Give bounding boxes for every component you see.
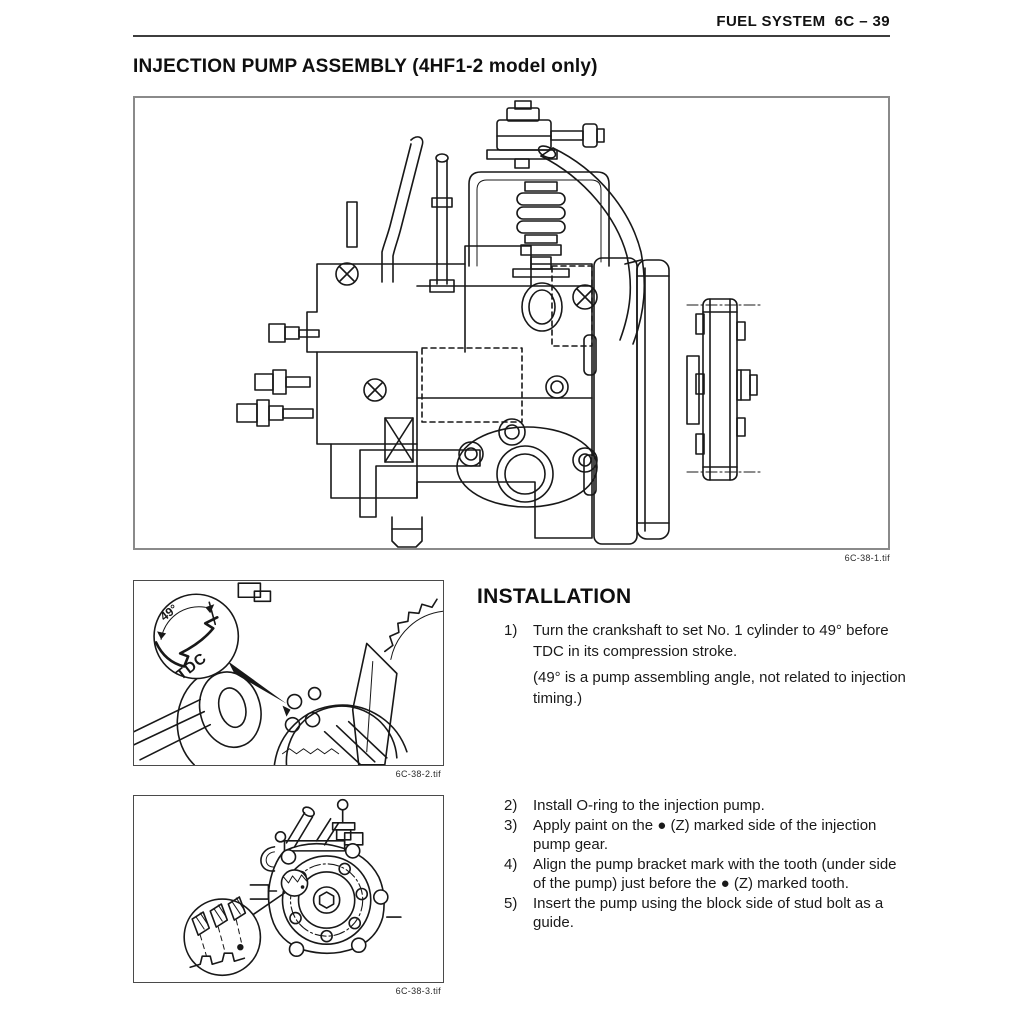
installation-step-1 (477, 620, 913, 709)
header-rule (133, 35, 890, 37)
installation-step (504, 855, 913, 894)
figure-crankshaft-timing-mark (133, 580, 444, 766)
pump-rear-flange (269, 844, 401, 957)
ports (499, 283, 568, 445)
step-text: Install O-ring to the injection pump. (533, 797, 765, 814)
gear-mark-window (281, 870, 307, 896)
pump-gear-drawing (134, 796, 443, 982)
figure-injection-pump-assembly (133, 96, 890, 550)
fuel-return-pipe (537, 144, 645, 344)
step-note: (49° is a pump assembling angle, not related to injection timing.) (533, 669, 906, 707)
running-header: FUEL SYSTEM 6C – 39 (716, 13, 890, 30)
step-text: Align the pump bracket mark with the tooth (under side of the pump) just before the ● (Z) marked tooth. (533, 855, 897, 892)
installation-steps-2-5 (477, 796, 913, 933)
gear-tooth-callout (184, 897, 260, 975)
crankshaft-49deg-drawing (134, 581, 443, 765)
step-number: 1) (504, 622, 518, 639)
installation-heading: INSTALLATION (477, 585, 632, 608)
installation-step (504, 816, 913, 855)
step-number: 2) (504, 797, 518, 814)
overflow-pipes (382, 137, 454, 292)
angle-label: 49° (157, 601, 181, 624)
step-number: 4) (504, 855, 518, 873)
step-number: 5) (504, 894, 518, 912)
tdc-label: TDC (173, 649, 211, 684)
bellows-stack (513, 182, 569, 277)
installation-step (504, 620, 913, 709)
figure-pump-gear-mark (133, 795, 444, 983)
injection-pump-drawing (135, 98, 888, 548)
figure-caption-2: 6C-38-2.tif (395, 769, 441, 779)
step-number: 3) (504, 816, 518, 834)
installation-step (504, 796, 913, 816)
bottom-flange (457, 427, 597, 507)
page-title: INJECTION PUMP ASSEMBLY (4HF1-2 model only) (133, 56, 598, 77)
figure-caption-3: 6C-38-3.tif (395, 986, 441, 996)
figure-caption-1: 6C-38-1.tif (844, 553, 890, 563)
step-text: Turn the crankshaft to set No. 1 cylinder to 49° before TDC in its compression stroke. (533, 622, 889, 660)
step-text: Insert the pump using the block side of stud bolt as a guide. (533, 894, 884, 931)
installation-step (504, 894, 913, 933)
step-text: Apply paint on the ● (Z) marked side of the injection pump gear. (533, 816, 877, 853)
mounting-flange-and-coupling (584, 258, 761, 544)
